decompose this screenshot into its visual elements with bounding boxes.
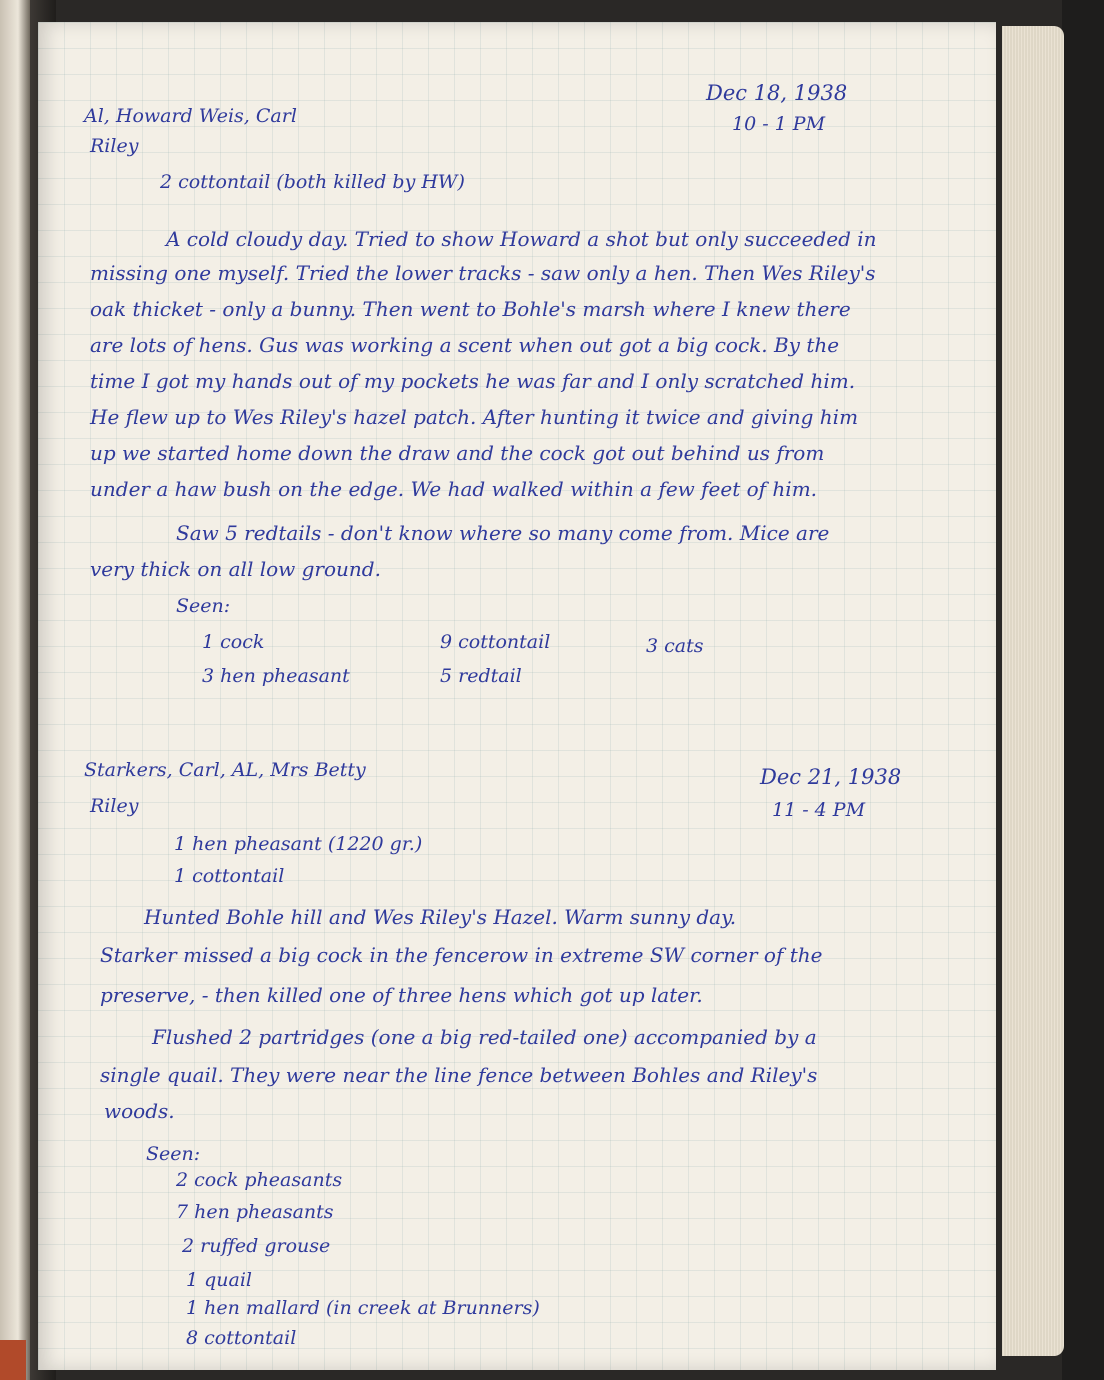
- entry1-seen-item: 3 hen pheasant: [202, 665, 350, 687]
- entry2-narrative-line: Starker missed a big cock in the fencerow in extreme SW corner of the: [100, 943, 823, 967]
- entry2-seen-item: 1 quail: [186, 1269, 253, 1291]
- entry2-bag-item: 1 cottontail: [174, 865, 285, 887]
- entry1-narrative-line: He flew up to Wes Riley's hazel patch. After hunting it twice and giving him: [90, 405, 859, 429]
- entry1-date: Dec 18, 1938: [706, 81, 848, 105]
- entry1-seen-item: 5 redtail: [440, 665, 522, 687]
- entry2-narrative-line: preserve, - then killed one of three hens which got up later.: [100, 983, 703, 1007]
- entry1-time: 10 - 1 PM: [732, 113, 826, 135]
- entry1-seen-label: Seen:: [176, 595, 231, 617]
- entry2-seen-item: 7 hen pheasants: [176, 1201, 334, 1223]
- entry2-bag-item: 1 hen pheasant (1220 gr.): [174, 833, 423, 855]
- entry1-narrative-line: under a haw bush on the edge. We had walked within a few feet of him.: [90, 477, 818, 501]
- entry2-narrative-line: Flushed 2 partridges (one a big red-tailed one) accompanied by a: [152, 1025, 817, 1049]
- entry2-narrative-line: Hunted Bohle hill and Wes Riley's Hazel. Warm sunny day.: [144, 905, 737, 929]
- entry1-seen-item: 3 cats: [646, 635, 704, 657]
- left-facing-page-edge: [0, 0, 30, 1380]
- entry2-narrative-line: single quail. They were near the line fence between Bohles and Riley's: [100, 1063, 818, 1087]
- entry1-narrative-line: missing one myself. Tried the lower tracks - saw only a hen. Then Wes Riley's: [90, 261, 876, 285]
- entry2-seen-item: 2 ruffed grouse: [182, 1235, 331, 1257]
- entry2-seen-item: 1 hen mallard (in creek at Brunners): [186, 1297, 540, 1319]
- entry1-party-line1: Al, Howard Weis, Carl: [84, 105, 297, 127]
- entry2-seen-label: Seen:: [146, 1143, 201, 1165]
- book-cover-right: [1062, 0, 1104, 1380]
- entry1-seen-item: 9 cottontail: [440, 631, 551, 653]
- entry2-time: 11 - 4 PM: [772, 799, 866, 821]
- entry1-party-line2: Riley: [90, 135, 139, 157]
- entry1-narrative-line: time I got my hands out of my pockets he was far and I only scratched him.: [90, 369, 856, 393]
- entry1-bag: 2 cottontail (both killed by HW): [160, 171, 465, 193]
- entry1-narrative-line: are lots of hens. Gus was working a scent when out got a big cock. By the: [90, 333, 840, 357]
- entry1-seen-item: 1 cock: [202, 631, 265, 653]
- entry2-party-line1: Starkers, Carl, AL, Mrs Betty: [84, 759, 366, 781]
- entry2-seen-item: 8 cottontail: [186, 1327, 297, 1349]
- entry1-narrative-line: oak thicket - only a bunny. Then went to Bohle's marsh where I knew there: [90, 297, 851, 321]
- entry2-party-line2: Riley: [90, 795, 139, 817]
- left-page-red-edge: [0, 1340, 26, 1380]
- entry2-seen-item: 2 cock pheasants: [176, 1169, 343, 1191]
- entry2-narrative-line: woods.: [104, 1099, 175, 1123]
- notebook-page: [38, 22, 996, 1370]
- page-stack-edge: [1002, 26, 1064, 1356]
- entry2-date: Dec 21, 1938: [760, 765, 902, 789]
- entry1-narrative-line: very thick on all low ground.: [90, 557, 381, 581]
- entry1-narrative-line: A cold cloudy day. Tried to show Howard a shot but only succeeded in: [166, 227, 877, 251]
- entry1-narrative-line: Saw 5 redtails - don't know where so many come from. Mice are: [176, 521, 830, 545]
- entry1-narrative-line: up we started home down the draw and the cock got out behind us from: [90, 441, 825, 465]
